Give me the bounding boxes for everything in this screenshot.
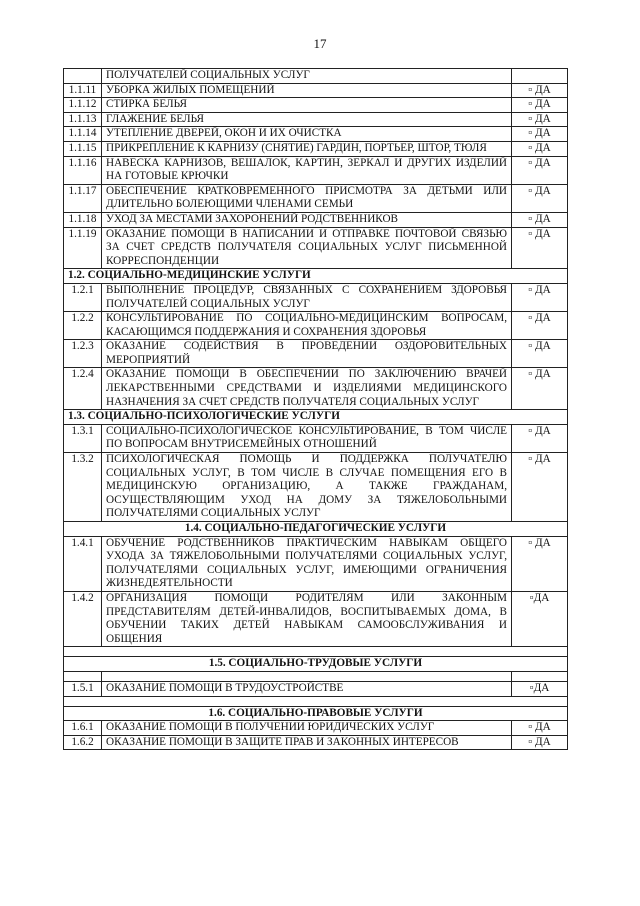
section-title: 1.5. СОЦИАЛЬНО-ТРУДОВЫЕ УСЛУГИ (64, 657, 568, 672)
page-number: 17 (313, 36, 327, 51)
service-number: 1.1.15 (64, 141, 102, 156)
section-title: 1.4. СОЦИАЛЬНО-ПЕДАГОГИЧЕСКИЕ УСЛУГИ (64, 522, 568, 537)
service-number: 1.1.12 (64, 98, 102, 113)
service-number: 1.2.1 (64, 283, 102, 311)
service-row (64, 83, 568, 98)
service-name: ОРГАНИЗАЦИЯ ПОМОЩИ РОДИТЕЛЯМ ИЛИ ЗАКОННЫМ ПРЕДСТАВИТЕЛЯМ ДЕТЕЙ-ИНВАЛИДОВ, ВОСПИТЫВАЕМЫХ ДОМА, В ОБУЧЕНИИ ТАКИХ ДЕТЕЙ НАВЫКАМ САМООБСЛУЖИВАНИЯ И ОБЩЕНИЯ (102, 591, 512, 646)
service-row (64, 536, 568, 591)
service-mark: ▫ ДА (512, 141, 568, 156)
service-name: УХОД ЗА МЕСТАМИ ЗАХОРОНЕНИЙ РОДСТВЕННИКОВ (102, 212, 512, 227)
service-row (64, 141, 568, 156)
service-mark: ▫ ДА (512, 127, 568, 142)
service-number (64, 69, 102, 84)
services-table (63, 68, 568, 750)
service-number: 1.1.13 (64, 112, 102, 127)
service-mark: ▫ ДА (512, 721, 568, 736)
service-mark: ▫ДА (512, 591, 568, 646)
spacer-cell (512, 671, 568, 681)
service-row (64, 98, 568, 113)
service-row (64, 368, 568, 410)
service-number: 1.6.1 (64, 721, 102, 736)
service-number: 1.1.14 (64, 127, 102, 142)
service-number: 1.4.2 (64, 591, 102, 646)
service-name: ПСИХОЛОГИЧЕСКАЯ ПОМОЩЬ И ПОДДЕРЖКА ПОЛУЧАТЕЛЮ СОЦИАЛЬНЫХ УСЛУГ, В ТОМ ЧИСЛЕ В СЛУЧАЕ ПОМЕЩЕНИЯ ЕГО В МЕДИЦИНСКУЮ ОРГАНИЗАЦИЮ, А ТАКЖЕ ГРАЖДАНАМ, ОСУЩЕСТВЛЯЮЩИМ УХОД НА ДОМУ ЗА ТЯЖЕЛОБОЛЬНЫМИ ПОЛУЧАТЕЛЯМИ СОЦИАЛЬНЫХ УСЛУГ (102, 453, 512, 522)
service-row (64, 681, 568, 696)
service-row (64, 127, 568, 142)
service-name: ГЛАЖЕНИЕ БЕЛЬЯ (102, 112, 512, 127)
service-row (64, 184, 568, 212)
service-number: 1.3.1 (64, 424, 102, 452)
section-header-row (64, 269, 568, 284)
service-number: 1.2.4 (64, 368, 102, 410)
service-name: ПОЛУЧАТЕЛЕЙ СОЦИАЛЬНЫХ УСЛУГ (102, 69, 512, 84)
service-number: 1.2.3 (64, 340, 102, 368)
service-number: 1.5.1 (64, 681, 102, 696)
service-number: 1.1.19 (64, 227, 102, 269)
service-row (64, 156, 568, 184)
service-name: УБОРКА ЖИЛЫХ ПОМЕЩЕНИЙ (102, 83, 512, 98)
service-mark: ▫ ДА (512, 156, 568, 184)
section-header-row (64, 410, 568, 425)
spacer-cell (64, 647, 568, 657)
service-row (64, 312, 568, 340)
service-mark: ▫ ДА (512, 227, 568, 269)
service-row (64, 424, 568, 452)
service-mark: ▫ ДА (512, 312, 568, 340)
section-title: 1.2. СОЦИАЛЬНО-МЕДИЦИНСКИЕ УСЛУГИ (64, 269, 568, 284)
service-name: ОКАЗАНИЕ ПОМОЩИ В ЗАЩИТЕ ПРАВ И ЗАКОННЫХ ИНТЕРЕСОВ (102, 735, 512, 750)
service-row (64, 227, 568, 269)
service-number: 1.1.11 (64, 83, 102, 98)
service-name: ПРИКРЕПЛЕНИЕ К КАРНИЗУ (СНЯТИЕ) ГАРДИН, ПОРТЬЕР, ШТОР, ТЮЛЯ (102, 141, 512, 156)
service-mark: ▫ ДА (512, 212, 568, 227)
service-mark: ▫ ДА (512, 98, 568, 113)
service-row (64, 340, 568, 368)
service-name: ОКАЗАНИЕ СОДЕЙСТВИЯ В ПРОВЕДЕНИИ ОЗДОРОВИТЕЛЬНЫХ МЕРОПРИЯТИЙ (102, 340, 512, 368)
service-mark: ▫ДА (512, 681, 568, 696)
service-mark (512, 69, 568, 84)
service-mark: ▫ ДА (512, 112, 568, 127)
service-number: 1.3.2 (64, 453, 102, 522)
spacer-row (64, 671, 568, 681)
service-mark: ▫ ДА (512, 735, 568, 750)
service-row (64, 591, 568, 646)
service-number: 1.2.2 (64, 312, 102, 340)
service-name: ОКАЗАНИЕ ПОМОЩИ В ОБЕСПЕЧЕНИИ ПО ЗАКЛЮЧЕНИЮ ВРАЧЕЙ ЛЕКАРСТВЕННЫМИ СРЕДСТВАМИ И ИЗДЕЛИЯМИ МЕДИЦИНСКОГО НАЗНАЧЕНИЯ ЗА СЧЕТ СРЕДСТВ ПОЛУЧАТЕЛЯ СОЦИАЛЬНЫХ УСЛУГ (102, 368, 512, 410)
service-row (64, 735, 568, 750)
service-row (64, 212, 568, 227)
service-row (64, 112, 568, 127)
service-name: КОНСУЛЬТИРОВАНИЕ ПО СОЦИАЛЬНО-МЕДИЦИНСКИМ ВОПРОСАМ, КАСАЮЩИМСЯ ПОДДЕРЖАНИЯ И СОХРАНЕНИЯ ЗДОРОВЬЯ (102, 312, 512, 340)
section-header-row (64, 706, 568, 721)
spacer-cell (64, 696, 568, 706)
service-number: 1.4.1 (64, 536, 102, 591)
service-mark: ▫ ДА (512, 83, 568, 98)
service-mark: ▫ ДА (512, 536, 568, 591)
service-name: НАВЕСКА КАРНИЗОВ, ВЕШАЛОК, КАРТИН, ЗЕРКАЛ И ДРУГИХ ИЗДЕЛИЙ НА ГОТОВЫЕ КРЮЧКИ (102, 156, 512, 184)
service-name: СТИРКА БЕЛЬЯ (102, 98, 512, 113)
service-number: 1.1.18 (64, 212, 102, 227)
service-mark: ▫ ДА (512, 184, 568, 212)
service-row (64, 283, 568, 311)
spacer-cell (64, 671, 102, 681)
service-row (64, 69, 568, 84)
section-title: 1.3. СОЦИАЛЬНО-ПСИХОЛОГИЧЕСКИЕ УСЛУГИ (64, 410, 568, 425)
section-header-row (64, 657, 568, 672)
service-name: ОБЕСПЕЧЕНИЕ КРАТКОВРЕМЕННОГО ПРИСМОТРА ЗА ДЕТЬМИ ИЛИ ДЛИТЕЛЬНО БОЛЕЮЩИМИ ЧЛЕНАМИ СЕМЬИ (102, 184, 512, 212)
service-mark: ▫ ДА (512, 340, 568, 368)
service-name: ВЫПОЛНЕНИЕ ПРОЦЕДУР, СВЯЗАННЫХ С СОХРАНЕНИЕМ ЗДОРОВЬЯ ПОЛУЧАТЕЛЕЙ СОЦИАЛЬНЫХ УСЛУГ (102, 283, 512, 311)
spacer-cell (102, 671, 512, 681)
service-mark: ▫ ДА (512, 368, 568, 410)
service-mark: ▫ ДА (512, 453, 568, 522)
spacer-row (64, 696, 568, 706)
service-row (64, 721, 568, 736)
service-name: ОКАЗАНИЕ ПОМОЩИ В ТРУДОУСТРОЙСТВЕ (102, 681, 512, 696)
service-name: УТЕПЛЕНИЕ ДВЕРЕЙ, ОКОН И ИХ ОЧИСТКА (102, 127, 512, 142)
service-number: 1.6.2 (64, 735, 102, 750)
section-title: 1.6. СОЦИАЛЬНО-ПРАВОВЫЕ УСЛУГИ (64, 706, 568, 721)
spacer-row (64, 647, 568, 657)
service-name: ОБУЧЕНИЕ РОДСТВЕННИКОВ ПРАКТИЧЕСКИМ НАВЫКАМ ОБЩЕГО УХОДА ЗА ТЯЖЕЛОБОЛЬНЫМИ ПОЛУЧАТЕЛЯМИ СОЦИАЛЬНЫХ УСЛУГ, ПОЛУЧАТЕЛЯМИ СОЦИАЛЬНЫХ УСЛУГ, ИМЕЮЩИМИ ОГРАНИЧЕНИЯ ЖИЗНЕДЕЯТЕЛЬНОСТИ (102, 536, 512, 591)
service-number: 1.1.17 (64, 184, 102, 212)
service-row (64, 453, 568, 522)
service-mark: ▫ ДА (512, 424, 568, 452)
service-name: ОКАЗАНИЕ ПОМОЩИ В ПОЛУЧЕНИИ ЮРИДИЧЕСКИХ УСЛУГ (102, 721, 512, 736)
service-name: ОКАЗАНИЕ ПОМОЩИ В НАПИСАНИИ И ОТПРАВКЕ ПОЧТОВОЙ СВЯЗЬЮ ЗА СЧЕТ СРЕДСТВ ПОЛУЧАТЕЛЯ СОЦИАЛЬНЫХ УСЛУГ ПИСЬМЕННОЙ КОРРЕСПОНДЕНЦИИ (102, 227, 512, 269)
section-header-row (64, 522, 568, 537)
service-number: 1.1.16 (64, 156, 102, 184)
services-table-body (64, 69, 568, 750)
service-mark: ▫ ДА (512, 283, 568, 311)
service-name: СОЦИАЛЬНО-ПСИХОЛОГИЧЕСКОЕ КОНСУЛЬТИРОВАНИЕ, В ТОМ ЧИСЛЕ ПО ВОПРОСАМ ВНУТРИСЕМЕЙНЫХ ОТНОШЕНИЙ (102, 424, 512, 452)
